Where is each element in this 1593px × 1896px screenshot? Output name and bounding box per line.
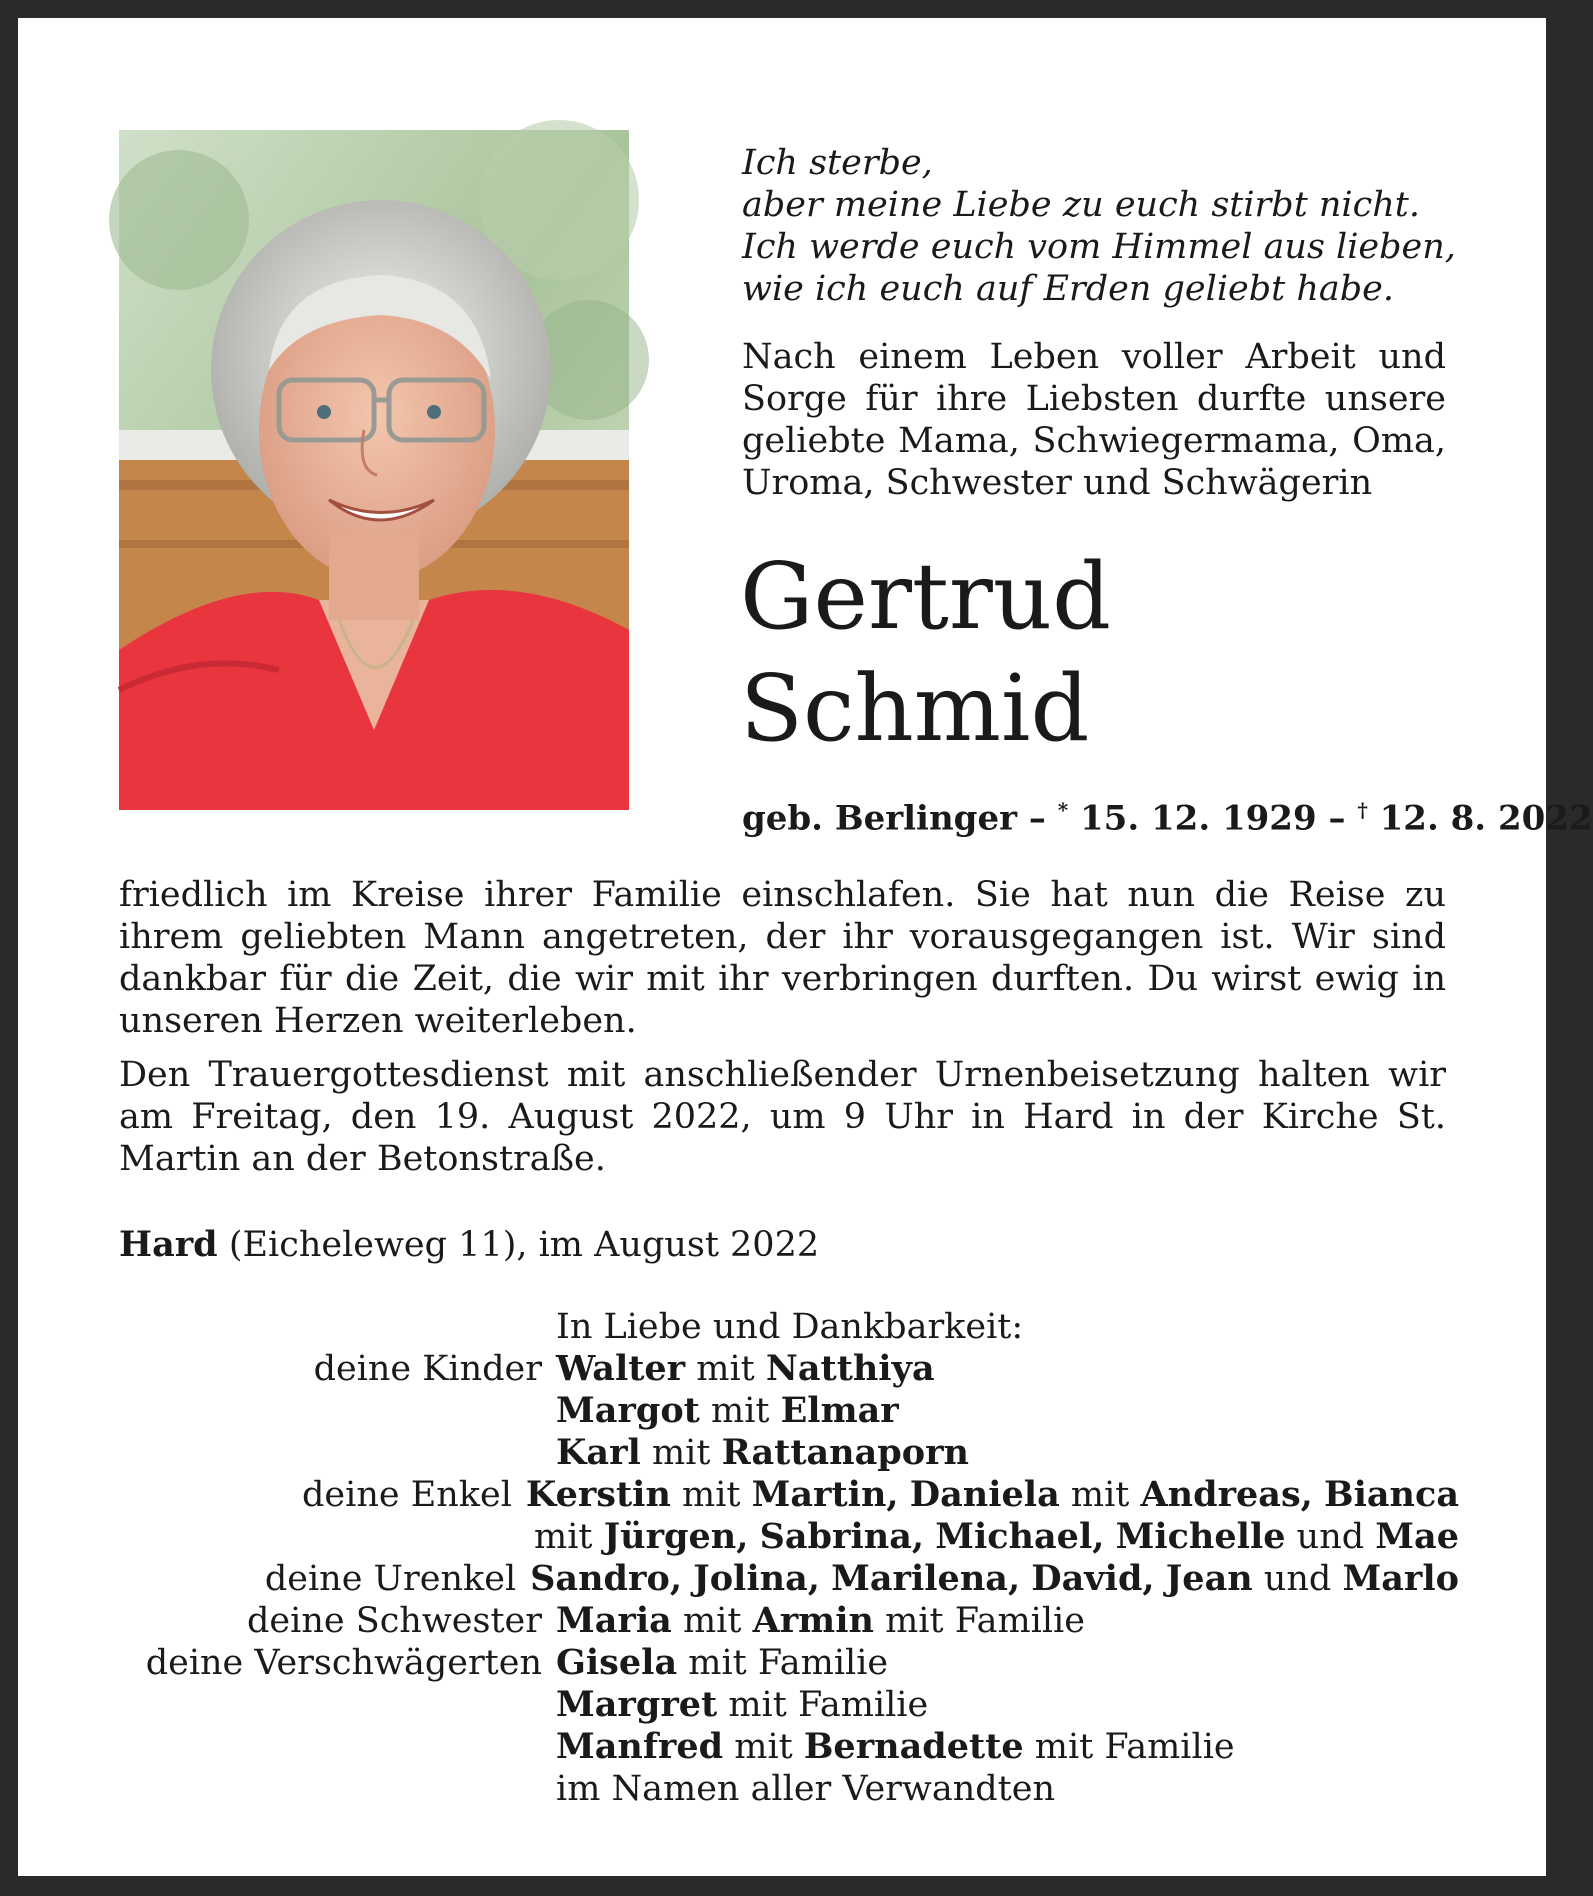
family-name: Michael <box>935 1516 1093 1557</box>
family-word: mit <box>651 1433 711 1473</box>
family-word: mit <box>534 1517 593 1557</box>
quote-line: wie ich euch auf Erden geliebt habe. <box>742 269 1394 309</box>
family-row <box>119 1390 1459 1432</box>
family-word: und <box>1296 1517 1365 1557</box>
family-name: Kerstin <box>525 1474 671 1515</box>
first-name: Gertrud <box>740 543 1112 650</box>
family-row <box>119 1684 1459 1726</box>
family-name: Karl <box>556 1432 641 1473</box>
family-word: mit <box>688 1643 747 1683</box>
body-paragraph-2: Den Trauergottesdienst mit anschließender Urnenbeisetzung halten wir am Freitag, den 19. August 2022, um 9 Uhr in Hard in der Kirche St. Martin an der Betonstraße. <box>119 1055 1446 1179</box>
family-row <box>119 1726 1459 1768</box>
place-line <box>119 1224 819 1266</box>
family-name: Daniela <box>909 1474 1060 1515</box>
family-name: Margot <box>556 1390 700 1431</box>
comma: , <box>1142 1558 1155 1599</box>
family-word: mit <box>711 1391 770 1431</box>
family-word: mit <box>728 1685 787 1725</box>
family-word: mit <box>1034 1727 1094 1767</box>
family-word: Familie <box>757 1643 889 1683</box>
family-name: Elmar <box>780 1390 899 1431</box>
family-label: deine Schwester <box>247 1601 542 1641</box>
family-name: Jürgen <box>603 1516 737 1557</box>
born-symbol: * <box>1057 798 1069 822</box>
portrait-photo <box>119 130 629 810</box>
family-name: Marlo <box>1342 1558 1459 1599</box>
family-row-children <box>119 1348 1459 1390</box>
family-name: Natthiya <box>765 1348 935 1389</box>
obituary-page <box>18 18 1593 1876</box>
life-dates: geb. Berlinger – * 15. 12. 1929 – † 12. 8. 2022 <box>742 798 1593 839</box>
death-date: 12. 8. 2022 <box>1379 798 1593 839</box>
family-word: Familie <box>954 1601 1085 1641</box>
comma: , <box>1007 1558 1021 1599</box>
family-name: Armin <box>752 1600 874 1641</box>
deceased-name <box>740 541 1111 765</box>
family-name: David <box>1031 1558 1143 1599</box>
family-word: mit <box>696 1349 755 1389</box>
family-row <box>119 1516 1459 1558</box>
family-name: Jean <box>1165 1558 1253 1599</box>
family-name: Andreas <box>1140 1474 1301 1515</box>
comma: , <box>886 1474 899 1515</box>
family-name: Sabrina <box>759 1516 912 1557</box>
closing-line: im Namen aller Verwandten <box>556 1769 1055 1809</box>
quote-line: aber meine Liebe zu euch stirbt nicht. <box>742 185 1420 225</box>
family-word: Familie <box>1104 1727 1235 1767</box>
family-word: mit <box>1070 1475 1130 1515</box>
family-label: deine Verschwägerten <box>145 1643 542 1683</box>
intro-paragraph: Nach einem Leben voller Arbeit und Sorge für ihre Liebsten durfte unsere geliebte Mama, Schwiegermama, Oma, Uroma, Schwester und Schwägerin <box>742 337 1446 503</box>
family-name: Bernadette <box>803 1726 1024 1767</box>
place-town: Hard <box>119 1224 218 1265</box>
memorial-quote <box>742 142 1502 310</box>
family-name: Maria <box>556 1600 672 1641</box>
family-row-in-laws <box>119 1642 1459 1684</box>
family-row-sister <box>119 1600 1459 1642</box>
quote-line: Ich sterbe, <box>742 143 933 183</box>
family-word: mit <box>885 1601 944 1641</box>
family-name: Michelle <box>1115 1516 1286 1557</box>
family-row <box>119 1432 1459 1474</box>
family-name: Gisela <box>556 1642 678 1683</box>
comma: , <box>911 1516 925 1557</box>
family-label: deine Urenkel <box>264 1559 517 1599</box>
comma: , <box>1092 1516 1105 1557</box>
family-heading: In Liebe und Dankbarkeit: <box>556 1307 1024 1347</box>
family-word: Familie <box>797 1685 929 1725</box>
comma: , <box>807 1558 820 1599</box>
family-word: mit <box>682 1601 742 1641</box>
family-name: Martin <box>751 1474 887 1515</box>
family-name: Jolina <box>693 1558 808 1599</box>
family-name: Rattanaporn <box>721 1432 969 1473</box>
family-row-grandchildren <box>119 1474 1459 1516</box>
family-heading-row <box>119 1306 1459 1348</box>
place-rest: (Eicheleweg 11), im August 2022 <box>228 1225 820 1265</box>
family-name: Bianca <box>1324 1474 1459 1515</box>
last-name: Schmid <box>740 655 1090 762</box>
family-row-closing <box>119 1768 1459 1810</box>
family-label: deine Kinder <box>313 1349 542 1389</box>
birth-date: 15. 12. 1929 <box>1080 798 1317 839</box>
family-name: Walter <box>556 1348 686 1389</box>
family-row-great-grandchildren <box>119 1558 1459 1600</box>
body-paragraph-1: friedlich im Kreise ihrer Familie einschlafen. Sie hat nun die Reise zu ihrem geliebten Mann angetreten, der ihr vorausgegangen ist. Wir sind dankbar für die Zeit, die wir mit ihr verbringen durften. Du wirst ewig in unseren Herzen weiterleben. <box>119 875 1446 1041</box>
comma: , <box>736 1516 749 1557</box>
comma: , <box>669 1558 682 1599</box>
family-name: Manfred <box>556 1726 724 1767</box>
birth-name: geb. Berlinger <box>742 798 1018 839</box>
family-label: deine Enkel <box>302 1475 512 1515</box>
family-list <box>119 1306 1459 1810</box>
family-name: Marilena <box>831 1558 1008 1599</box>
family-name: Margret <box>556 1684 718 1725</box>
died-symbol: † <box>1357 798 1368 822</box>
quote-line: Ich werde euch vom Himmel aus lieben, <box>742 227 1456 267</box>
family-name: Sandro <box>530 1558 670 1599</box>
family-word: mit <box>682 1475 741 1515</box>
family-word: mit <box>734 1727 793 1767</box>
family-word: und <box>1263 1559 1332 1599</box>
family-name: Mae <box>1375 1516 1459 1557</box>
comma: , <box>1300 1474 1313 1515</box>
